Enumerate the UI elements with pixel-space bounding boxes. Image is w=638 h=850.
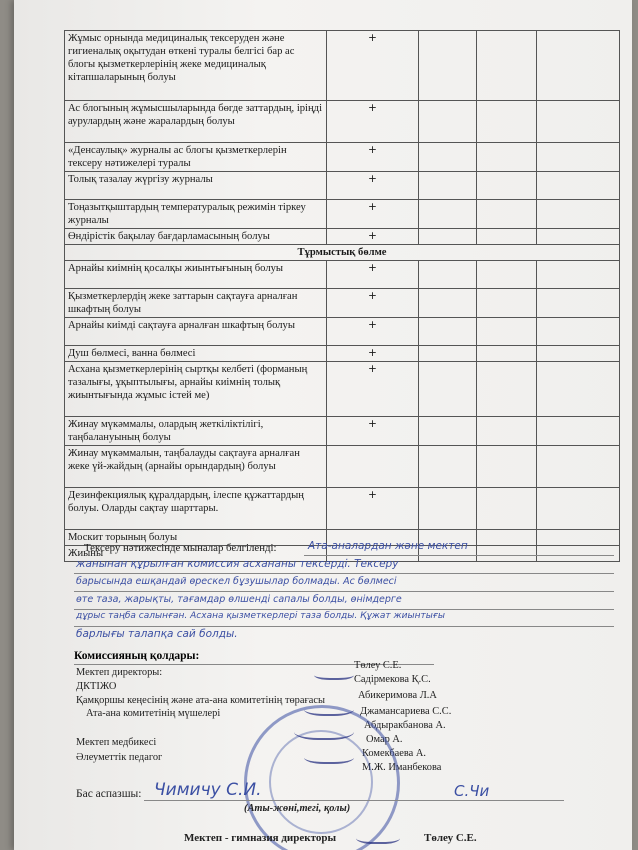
role-label: Ата-ана комитетінің мүшелері — [86, 708, 221, 719]
criterion-cell: Қызметкерлердің жеке заттарын сақтауға арналған шкафтың болуы — [65, 289, 327, 318]
handwritten-line: өте таза, жарықты, тағамдар өлшенді сапалы болды, өнімдерге — [76, 594, 402, 605]
role-label: Мектеп директоры: — [76, 667, 163, 678]
findings-label: Тексеру нәтижесінде мыналар белгіленді: — [84, 542, 277, 554]
check-mark: + — [327, 318, 419, 346]
director-label: Мектеп - гимназия директоры — [184, 832, 337, 844]
handwritten-line: жанынан құрылған комиссия асхананы тексерді. Тексеру — [76, 558, 399, 570]
signature-scribble — [294, 720, 354, 740]
chef-handwritten-name: Чимичу С.И. — [154, 780, 262, 800]
check-mark: + — [327, 417, 419, 446]
role-label: Қамқоршы кеңесінің және ата-ана комитетінің төрағасы — [76, 695, 325, 706]
section-row — [65, 245, 620, 261]
signature-scribble — [304, 748, 354, 764]
table-row — [65, 229, 620, 245]
criterion-cell: Ас блогының жұмысшыларында бөгде заттардың, іріңді аурулардың және жаралардың болуы — [65, 101, 327, 143]
table-row — [65, 143, 620, 172]
check-mark: + — [327, 488, 419, 530]
table-row — [65, 200, 620, 229]
rule-line — [144, 800, 564, 801]
handwritten-line: барысында ешқандай өрескел бұзушылар болмады. Ас бөлмесі — [76, 576, 397, 587]
check-mark: + — [327, 143, 419, 172]
member-name: Садірмекова Қ.С. — [354, 674, 431, 685]
director-name: Төлеу С.Е. — [424, 832, 477, 844]
check-mark: + — [327, 229, 419, 245]
role-label: ДКТІЖО — [76, 681, 117, 692]
signature-scribble — [314, 668, 354, 680]
criterion-cell: Москит торының болуы — [65, 530, 327, 546]
table-row — [65, 318, 620, 346]
member-name: Төлеу С.Е. — [354, 660, 402, 671]
handwritten-line: дұрыс таңба салынған. Асхана қызметкерлері таза болды. Құжат жиынтығы — [76, 611, 445, 621]
check-mark: + — [327, 101, 419, 143]
table-row — [65, 101, 620, 143]
criterion-cell: Душ бөлмесі, ванна бөлмесі — [65, 346, 327, 362]
signatures-title: Комиссияның қолдары: — [74, 650, 200, 662]
check-mark: + — [327, 362, 419, 417]
rule-line — [74, 573, 614, 574]
criterion-cell: Жинау мүкәммалын, таңбалауды сақтауға арналған жеке үй-жайдың (арнайы орындардың) болуы — [65, 446, 327, 488]
nurse-name: Комекбаева А. — [362, 748, 426, 759]
rule-line — [74, 591, 614, 592]
member-name: Абикеримова Л.А — [358, 690, 437, 701]
nurse-label: Мектеп медбикесі — [76, 737, 157, 748]
table-row — [65, 362, 620, 417]
check-mark: + — [327, 172, 419, 200]
table-row — [65, 417, 620, 446]
table-row — [65, 346, 620, 362]
member-name: Омар А. — [366, 734, 403, 745]
criterion-cell: Өндірістік бақылау бағдарламасының болуы — [65, 229, 327, 245]
handwritten-line: Ата-аналардан және мектеп — [308, 540, 468, 552]
criterion-cell: Асхана қызметкерлерінің сыртқы келбеті (форманың тазалығы, ұқыптылығы, арнайы киімнің толық жиынтығында жұмыс істей ме) — [65, 362, 327, 417]
checklist-table — [64, 30, 620, 562]
criterion-cell: Жиыны — [65, 546, 327, 562]
document-page — [14, 0, 632, 850]
check-mark: + — [327, 261, 419, 289]
member-name: Абдыракбанова А. — [364, 720, 446, 731]
rule-line — [74, 626, 614, 627]
table-row — [65, 488, 620, 530]
criterion-cell: Дезинфекциялық құралдардың, ілеспе құжаттардың болуы. Оларды сақтау шарттары. — [65, 488, 327, 530]
criterion-cell: Арнайы киімді сақтауға арналған шкафтың болуы — [65, 318, 327, 346]
check-mark — [327, 446, 419, 488]
criterion-cell: Жинау мүкәммалы, олардың жеткіліктілігі, таңбалануының болуы — [65, 417, 327, 446]
criterion-cell: «Денсаулық» журналы ас блогы қызметкерлерін тексеру нәтижелері туралы — [65, 143, 327, 172]
social-pedagogue-label: Әлеуметтік педагог — [76, 752, 163, 763]
social-pedagogue-name: М.Ж. Иманбекова — [362, 762, 442, 773]
criterion-cell: Тоңазытқыштардың температуралық режимін тіркеу журналы — [65, 200, 327, 229]
check-mark: + — [327, 200, 419, 229]
director-signature-scribble — [356, 830, 400, 844]
rule-line — [74, 609, 614, 610]
check-mark: + — [327, 289, 419, 318]
table-row — [65, 261, 620, 289]
criterion-cell: Толық тазалау жүргізу журналы — [65, 172, 327, 200]
table-row — [65, 172, 620, 200]
chef-caption: (Аты-жөні,тегі, қолы) — [244, 803, 351, 814]
criterion-cell: Арнайы киімнің қосалқы жиынтығының болуы — [65, 261, 327, 289]
check-mark: + — [327, 346, 419, 362]
member-name: Джамансариева С.С. — [360, 706, 452, 717]
section-title: Тұрмыстық бөлме — [65, 245, 620, 261]
check-mark: + — [327, 31, 419, 101]
table-row — [65, 446, 620, 488]
criterion-cell: Жұмыс орнында медициналық тексеруден және гигиеналық оқытудан өткені туралы белгісі бар ас блогы қызметкерлерінің жеке медициналық кітапшаларының болуы — [65, 31, 327, 101]
table-row — [65, 31, 620, 101]
rule-line — [304, 555, 614, 556]
chef-signature: С.Чи — [454, 782, 490, 800]
handwritten-line: барлығы талапқа сай болды. — [76, 628, 238, 640]
table-row — [65, 289, 620, 318]
chef-label: Бас аспазшы: — [76, 788, 142, 800]
signature-scribble — [304, 700, 354, 716]
